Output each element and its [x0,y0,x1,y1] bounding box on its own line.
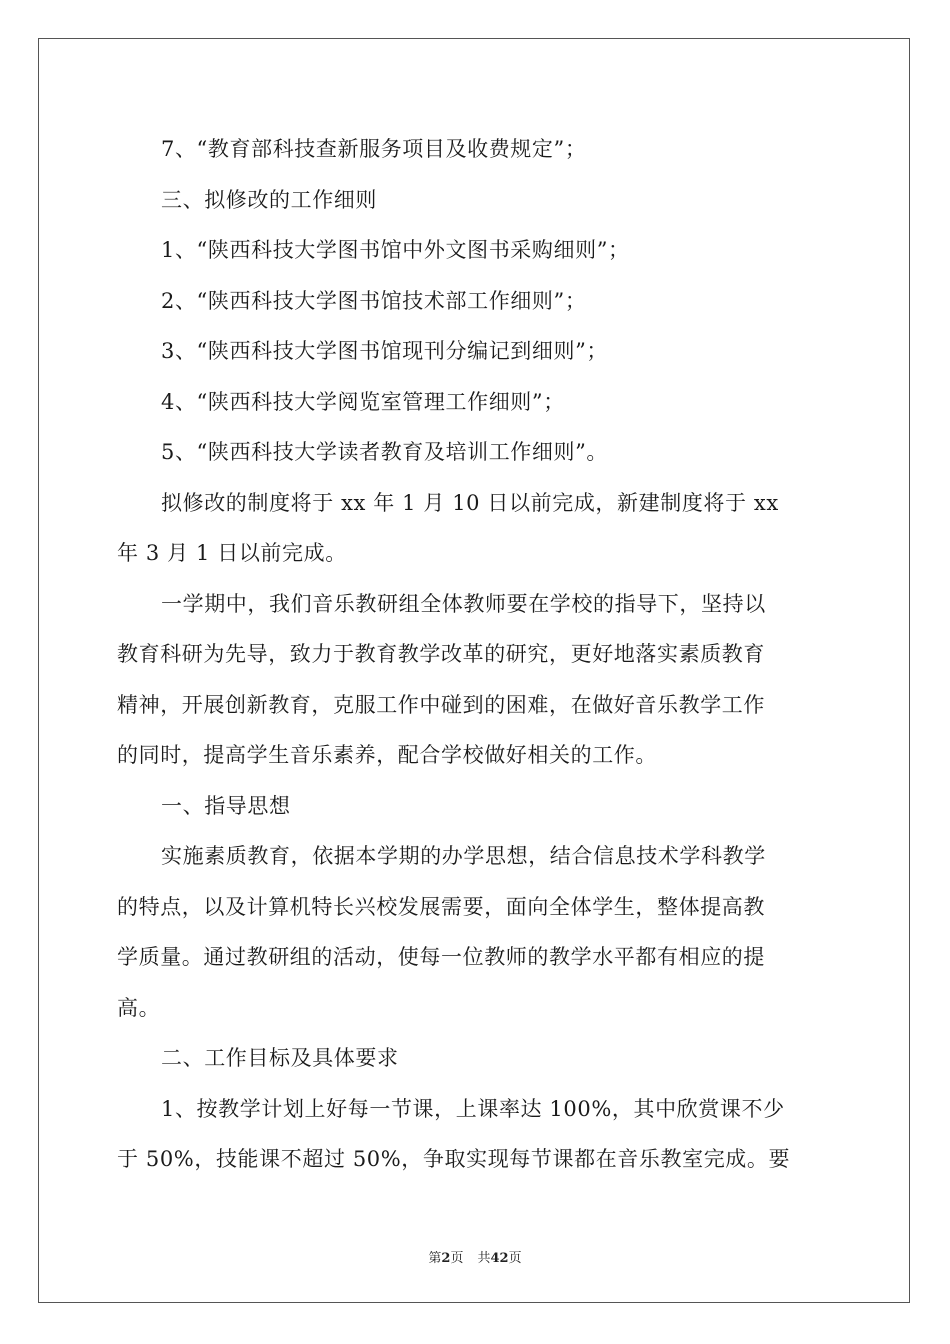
paragraph [117,831,833,1033]
paragraph-line: 1、按教学计划上好每一节课，上课率达 100%，其中欣赏课不少 [161,1096,785,1121]
paragraph-line: 精神，开展创新教育，克服工作中碰到的困难，在做好音乐教学工作 [117,692,765,717]
paragraph-line: 实施素质教育，依据本学期的办学思想，结合信息技术学科教学 [161,844,766,868]
paragraph-line: 的同时，提高学生音乐素养，配合学校做好相关的工作。 [117,743,657,767]
list-item: 2、“陕西科技大学图书馆技术部工作细则”； [161,288,587,313]
paragraph [117,478,833,579]
paragraph-line: 年 3 月 1 日以前完成。 [117,541,347,565]
section-heading: 三、拟修改的工作细则 [161,187,377,212]
list-item: 4、“陕西科技大学阅览室管理工作细则”； [161,389,565,414]
paragraph [117,579,833,781]
paragraph-line: 的特点，以及计算机特长兴校发展需要，面向全体学生，整体提高教 [117,894,765,919]
section-heading: 一、指导思想 [161,793,291,818]
page-label-prefix: 第 [428,1251,442,1266]
section-heading: 二、工作目标及具体要求 [161,1046,399,1070]
paragraph-line: 学质量。通过教研组的活动，使每一位教师的教学水平都有相应的提 [117,945,765,969]
total-pages: 42 [490,1251,509,1266]
list-item: 7、“教育部科技查新服务项目及收费规定”； [161,137,587,161]
paragraph [117,1084,833,1185]
paragraph-line: 教育科研为先导，致力于教育教学改革的研究，更好地落实素质教育 [117,642,765,666]
paragraph-line: 于 50%，技能课不超过 50%，争取实现每节课都在音乐教室完成。要 [117,1147,791,1171]
list-item: 3、“陕西科技大学图书馆现刊分编记到细则”； [161,339,609,363]
total-label-suffix: 页 [508,1251,522,1266]
page-footer [0,1247,950,1266]
paragraph-line: 拟修改的制度将于 xx 年 1 月 10 日以前完成，新建制度将于 xx [161,490,779,515]
paragraph-line: 高。 [117,995,161,1020]
document-body [117,124,833,1185]
page-label-suffix: 页 [450,1251,464,1266]
paragraph-line: 一学期中，我们音乐教研组全体教师要在学校的指导下，坚持以 [161,591,766,616]
page-number: 2 [441,1251,451,1266]
total-label-prefix: 共 [477,1251,491,1266]
list-item: 5、“陕西科技大学读者教育及培训工作细则”。 [161,440,609,464]
list-item: 1、“陕西科技大学图书馆中外文图书采购细则”； [161,238,630,262]
